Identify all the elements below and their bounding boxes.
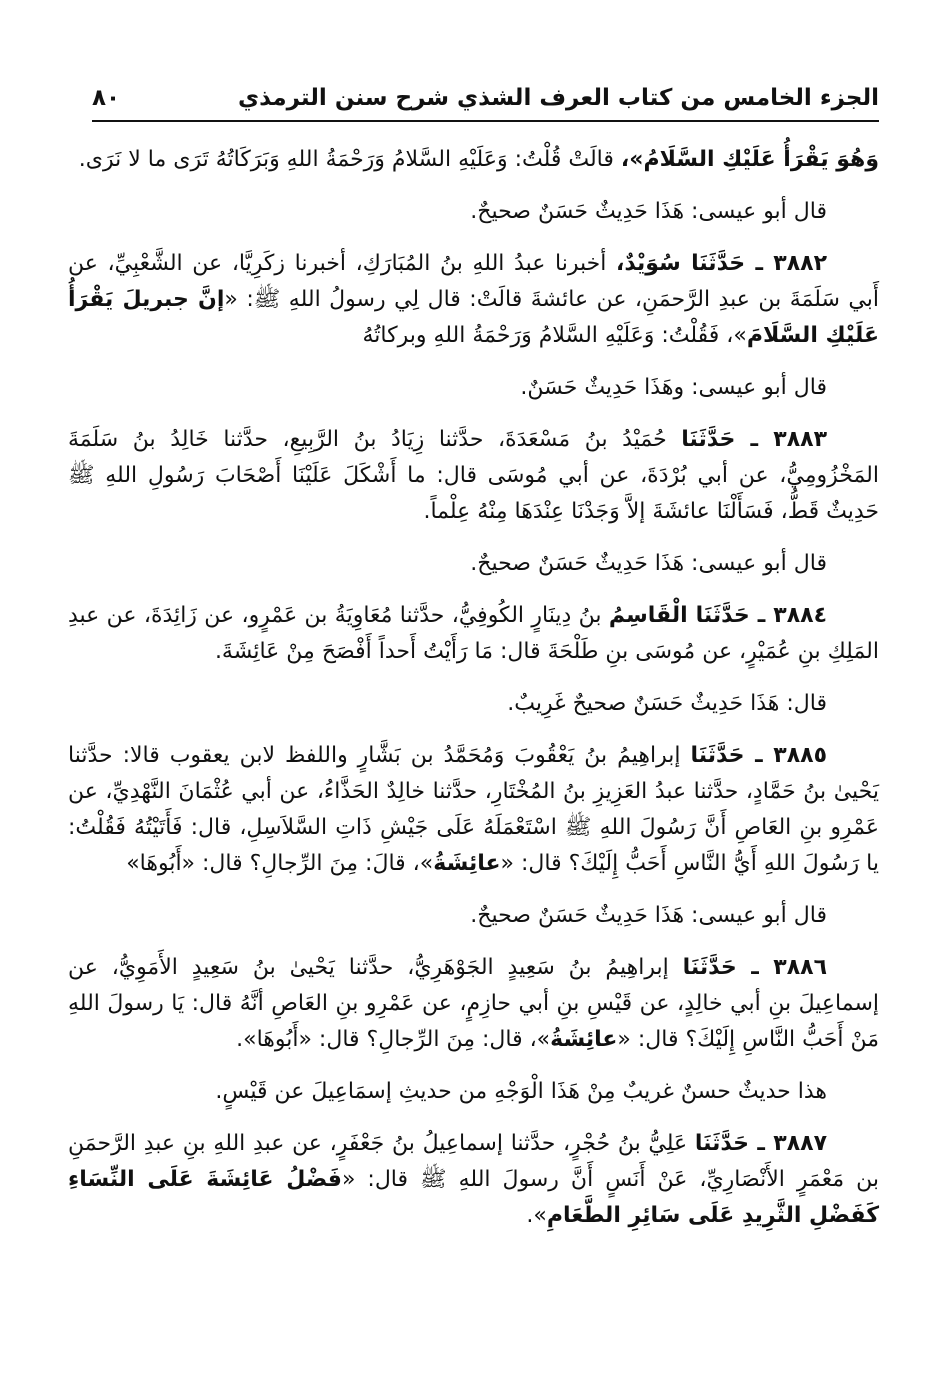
page-body <box>68 142 879 1250</box>
grading-note: قال: هَذَا حَدِيثٌ حَسَنٌ صحيحٌ غَرِيبٌ. <box>507 691 827 716</box>
grading-note: قال أبو عيسى: هَذَا حَدِيثٌ حَسَنٌ صحيحٌ. <box>470 551 827 576</box>
hadith-3887: ٣٨٨٧ ـ حَدَّثَنَا عَلِيُّ بنُ حُجْرٍ، حدَّثنا إسماعِيلُ بنُ جَعْفَرٍ، عن عبدِ اللهِ بنِ عبدِ الرَّحمَنِ بن مَعْمَرٍ الأَنْصَارِيِّ، عَنْ أَنَسٍ أَنَّ رسولَ اللهِ ﷺ قال: «فَضْلُ عَائِشَةَ عَلَى النِّسَاءِ كَفَضْلِ الثَّرِيدِ عَلَى سَائِرِ الطَّعَامِ». <box>68 1131 879 1228</box>
hadith-3882: ٣٨٨٢ ـ حَدَّثَنَا سُوَيْدٌ، أخبرنا عبدُ اللهِ بنُ المُبَارَكِ، أخبرنا زكَرِيَّا، عن الشَّعْبِيِّ، عن أَبي سَلَمَةَ بن عبدِ الرَّحمَنِ، عن عائشةَ قالَتْ: قال لِي رسولُ اللهِ ﷺ: «إنَّ جبريلَ يَقْرَأُ عَلَيْكِ السَّلَامَ»، فَقُلْتُ: وَعَلَيْهِ السَّلامُ وَرَحْمَةُ اللهِ وبركاتُهُ <box>68 251 879 348</box>
grading-note: قال أبو عيسى: هَذَا حَدِيثٌ حَسَنٌ صحيحٌ. <box>470 199 827 224</box>
hadith-3885: ٣٨٨٥ ـ حَدَّثَنَا إبراهِيمُ بنُ يَعْقُوبَ وَمُحَمَّدُ بن بَشَّارٍ واللفظ لابن يعقوب قالا: حدَّثنا يَحْيىٰ بنُ حَمَّادٍ، حدَّثنا عبدُ العَزِيزِ بنُ المُخْتَارِ، حدَّثنا خالِدٌ الحَذَّاءُ، عن أبي عُثْمَانَ النَّهْدِيِّ، عن عَمْرِو بنِ العَاصِ أَنَّ رَسُولَ اللهِ ﷺ اسْتَعْمَلَهُ عَلَى جَيْشِ ذَاتِ السَّلاَسِلِ، قال: فَأَتَيْتُهُ فَقُلْتُ: يا رَسُولَ اللهِ أَيُّ النَّاسِ أَحَبُّ إِلَيْكَ؟ قال: «عائِشَةُ»، قالَ: مِنَ الرِّجالِ؟ قال: «أَبُوهَا» <box>68 743 879 876</box>
grading-note: قال أبو عيسى: وهَذَا حَدِيثٌ حَسَنٌ. <box>520 375 827 400</box>
continued-paragraph: وَهُوَ يَقْرَأُ عَلَيْكِ السَّلَامُ»، قالَتْ قُلْتُ: وَعَلَيْهِ السَّلامُ وَرَحْمَةُ اللهِ وَبَرَكَاتُهُ تَرَى ما لا نَرَى. <box>78 147 879 172</box>
hadith-3883: ٣٨٨٣ ـ حَدَّثَنَا حُمَيْدُ بنُ مَسْعَدَةَ، حدَّثنا زِيَادُ بنُ الرَّبِيعِ، حدَّثنا خَالِدُ بنُ سَلَمَةَ المَخْزُومِيُّ، عن أبي بُرْدَةَ، عن أبي مُوسَى قال: ما أَشْكَلَ عَلَيْنَا أَصْحَابَ رَسُولِ اللهِ ﷺ حَدِيثٌ قَطُّ، فَسَأَلْنَا عائشَةَ إلاَّ وَجَدْنَا عِنْدَهَا مِنْهُ عِلْماً. <box>68 427 879 524</box>
page-number: ٨٠ <box>92 85 121 111</box>
grading-note: هذا حديثٌ حسنٌ غريبٌ مِنْ هَذَا الْوَجْهِ من حديثِ إسمَاعِيلَ عن قَيْسٍ. <box>215 1079 827 1104</box>
page-header <box>92 76 879 122</box>
running-title: الجزء الخامس من كتاب العرف الشذي شرح سنن الترمذي <box>237 85 879 111</box>
hadith-3884: ٣٨٨٤ ـ حَدَّثَنَا الْقَاسِمُ بنُ دِينَارٍ الكُوفِيُّ، حدَّثنا مُعَاوِيَةُ بن عَمْرٍو، عن زَائِدَةَ، عن عبدِ المَلِكِ بنِ عُمَيْرٍ، عن مُوسَى بنِ طَلْحَةَ قال: مَا رَأَيْتُ أَحداً أَفْصَحَ مِنْ عَائِشَةَ. <box>68 603 879 664</box>
hadith-3886: ٣٨٨٦ ـ حَدَّثَنَا إبراهِيمُ بنُ سَعِيدٍ الجَوْهَرِيُّ، حدَّثنا يَحْيىٰ بنُ سَعِيدٍ الأَمَوِيُّ، عن إسماعِيلَ بنِ أبي خالِدٍ، عن قَيْسِ بنِ أبي حازِمٍ، عن عَمْرِو بنِ العَاصِ أنَّهُ قال: يَا رسولَ اللهِ مَنْ أَحَبُّ النَّاسِ إِلَيْكَ؟ قال: «عائِشَةُ»، قال: مِنَ الرِّجالِ؟ قال: «أَبُوهَا». <box>68 955 879 1052</box>
grading-note: قال أبو عيسى: هَذَا حَدِيثٌ حَسَنٌ صحيحٌ. <box>470 903 827 928</box>
